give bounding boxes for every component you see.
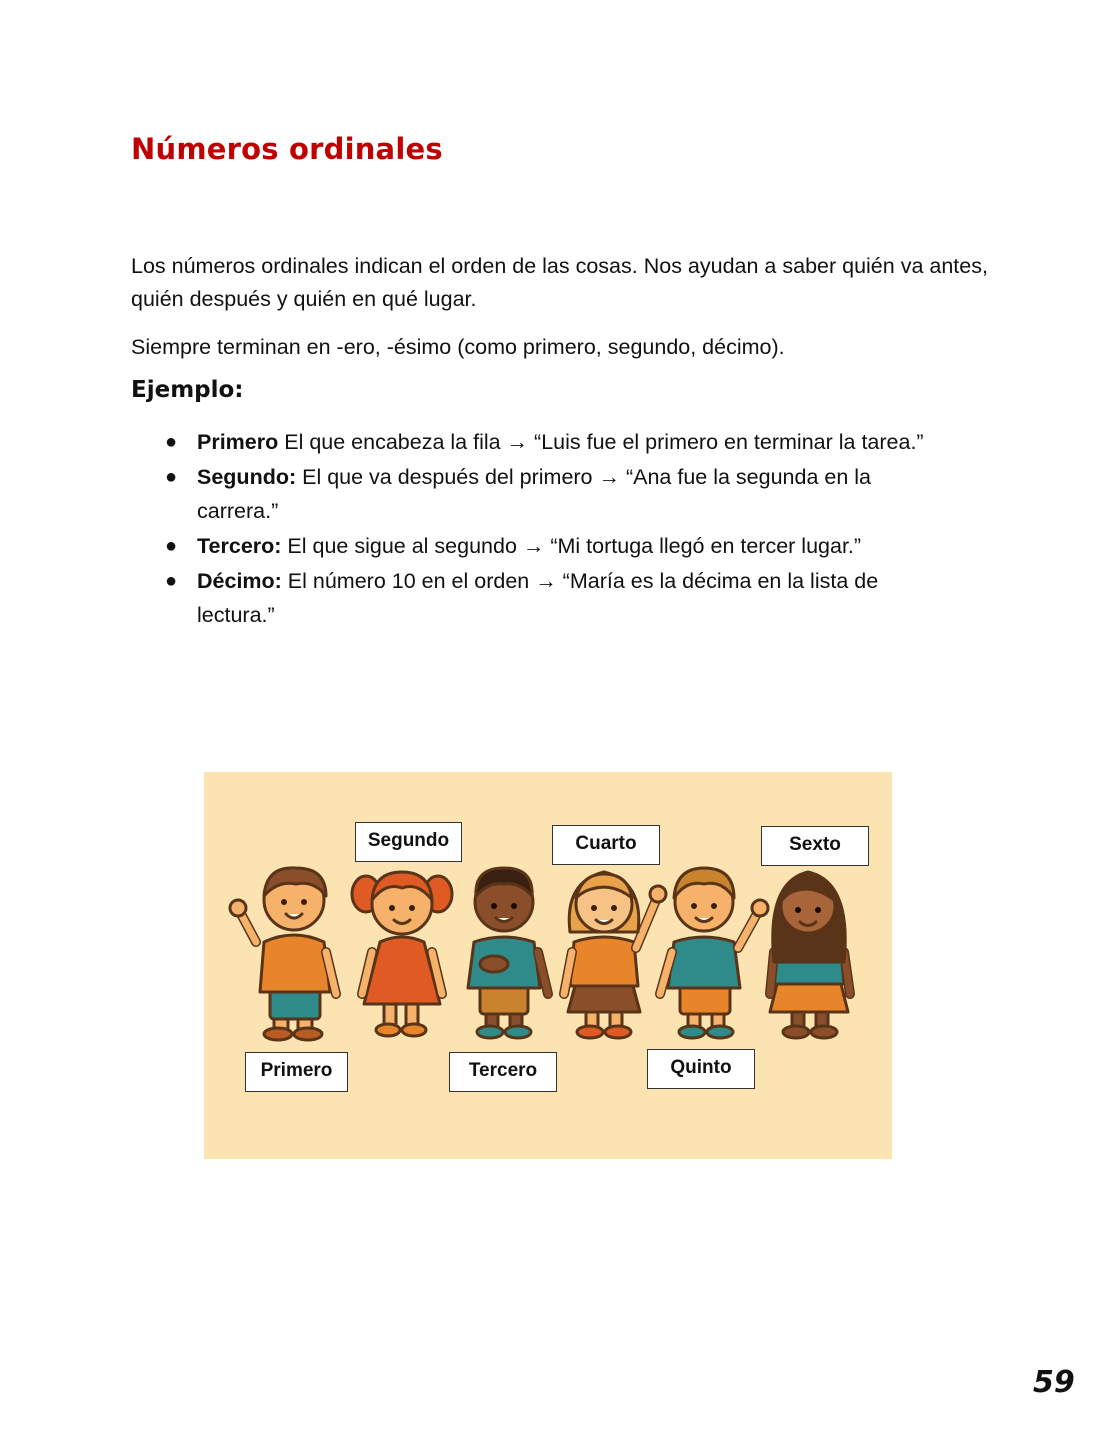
bullet-icon: ● bbox=[165, 570, 178, 592]
example-term: Primero bbox=[197, 430, 279, 454]
page-number: 59 bbox=[1033, 1365, 1075, 1400]
children-illustration bbox=[204, 772, 892, 1159]
bullet-icon: ● bbox=[165, 466, 178, 488]
intro-paragraph: Los números ordinales indican el orden de las cosas. Nos ayudan a saber quién va antes, quién después y quién en qué lugar. bbox=[131, 254, 988, 311]
example-text: El que sigue al segundo → “Mi tortuga llegó en tercer lugar.” bbox=[281, 534, 862, 558]
list-item bbox=[131, 460, 951, 528]
label-tercero: Tercero bbox=[449, 1052, 557, 1092]
label-segundo: Segundo bbox=[355, 822, 462, 862]
example-term: Segundo: bbox=[197, 465, 297, 489]
page-title: Números ordinales bbox=[131, 132, 443, 166]
child-2-figure bbox=[352, 872, 452, 1036]
example-text: El que encabeza la fila → “Luis fue el primero en terminar la tarea.” bbox=[278, 430, 924, 454]
rule-paragraph: Siempre terminan en -ero, -ésimo (como primero, segundo, décimo). bbox=[131, 335, 785, 359]
example-term: Tercero: bbox=[197, 534, 282, 558]
child-5-figure bbox=[660, 868, 768, 1038]
example-term: Décimo: bbox=[197, 569, 282, 593]
label-cuarto: Cuarto bbox=[552, 825, 660, 865]
list-item bbox=[131, 564, 951, 632]
label-sexto: Sexto bbox=[761, 826, 869, 866]
label-primero: Primero bbox=[245, 1052, 348, 1092]
bullet-icon: ● bbox=[165, 431, 178, 453]
list-item bbox=[131, 529, 951, 563]
example-heading: Ejemplo: bbox=[131, 377, 244, 403]
child-4-figure bbox=[564, 872, 666, 1038]
list-item bbox=[131, 425, 951, 459]
child-6-figure bbox=[770, 872, 850, 1038]
bullet-icon: ● bbox=[165, 535, 178, 557]
example-text: El número 10 en el orden → “María es la décima en la lista de lectura.” bbox=[197, 569, 879, 627]
examples-list bbox=[131, 425, 951, 633]
child-1-figure bbox=[230, 868, 336, 1040]
child-3-figure bbox=[468, 868, 548, 1038]
label-quinto: Quinto bbox=[647, 1049, 755, 1089]
example-text: El que va después del primero → “Ana fue la segunda en la carrera.” bbox=[197, 465, 872, 523]
